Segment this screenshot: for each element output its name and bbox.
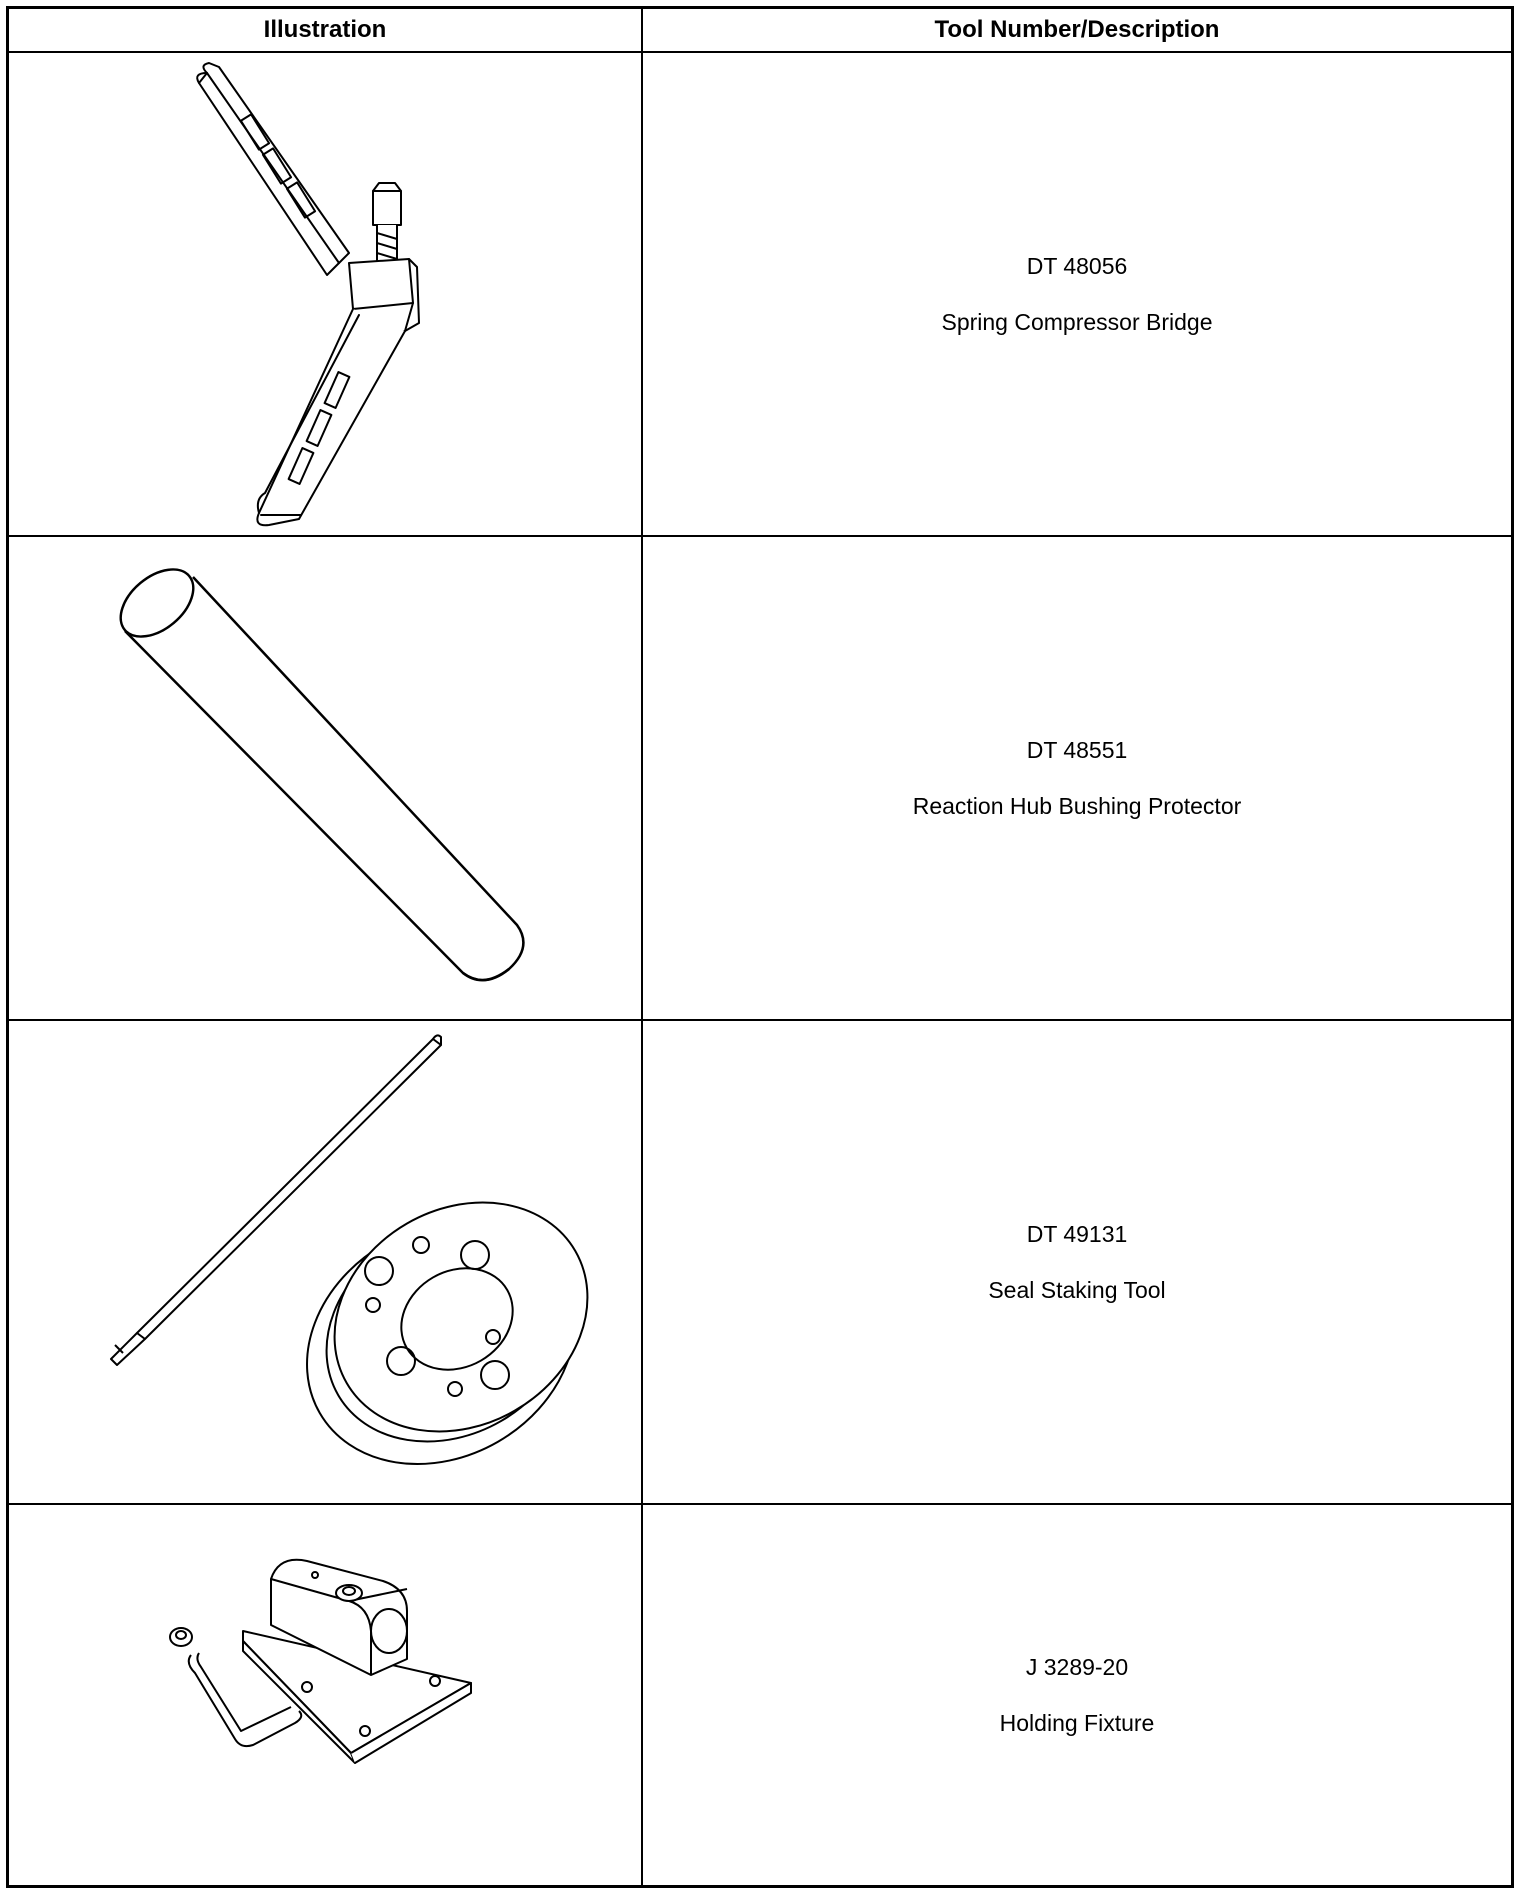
table-row xyxy=(9,1505,1511,1885)
bushing-protector-icon xyxy=(9,537,641,1019)
illustration-column-header: Illustration xyxy=(263,16,387,43)
table-header xyxy=(9,9,1511,53)
description-cell xyxy=(643,1021,1511,1503)
tool-number: DT 49131 xyxy=(1026,1221,1128,1247)
tool-number: DT 48056 xyxy=(1026,253,1128,279)
table-row xyxy=(9,537,1511,1021)
tool-table xyxy=(6,6,1514,1888)
tool-number: DT 48551 xyxy=(1026,737,1128,763)
description-cell xyxy=(643,1505,1511,1885)
tool-description: Holding Fixture xyxy=(999,1710,1155,1736)
description-cell xyxy=(643,537,1511,1019)
description-cell xyxy=(643,53,1511,535)
table-row xyxy=(9,1021,1511,1505)
illustration-cell xyxy=(9,1021,641,1503)
tool-description: Reaction Hub Bushing Protector xyxy=(912,793,1242,819)
illustration-cell xyxy=(9,1505,641,1885)
illustration-cell xyxy=(9,537,641,1019)
holding-fixture-icon xyxy=(9,1505,641,1885)
tool-column-header: Tool Number/Description xyxy=(934,16,1220,43)
spring-compressor-bridge-icon xyxy=(9,53,641,535)
tool-number: J 3289-20 xyxy=(1025,1654,1129,1680)
table-row xyxy=(9,53,1511,537)
illustration-cell xyxy=(9,53,641,535)
seal-staking-tool-icon xyxy=(9,1021,641,1503)
tool-description: Seal Staking Tool xyxy=(988,1277,1166,1303)
tool-description: Spring Compressor Bridge xyxy=(941,309,1213,335)
